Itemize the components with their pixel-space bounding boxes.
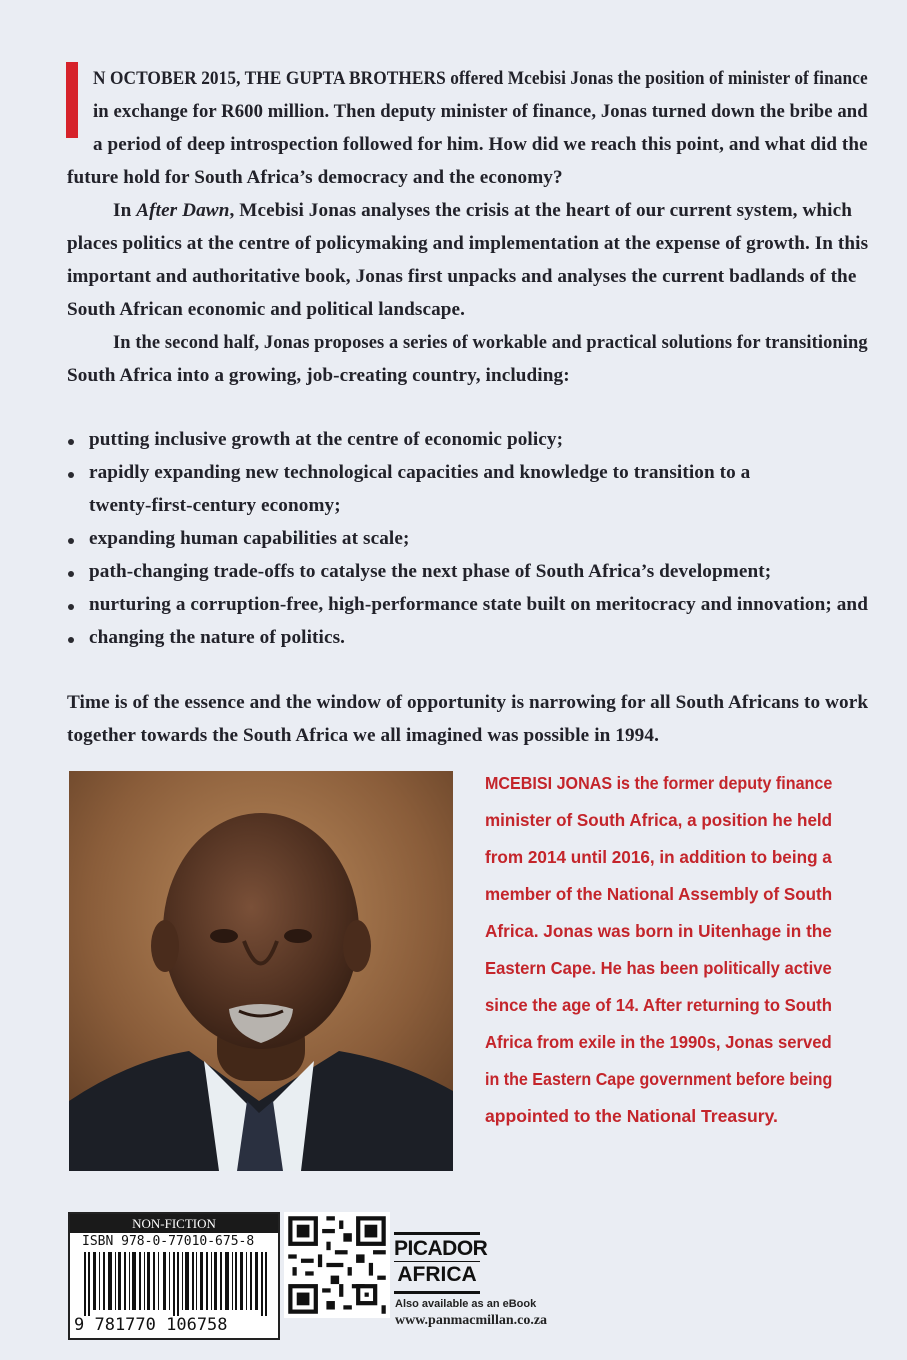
author-bio-line: in the Eastern Cape government before being	[485, 1069, 833, 1089]
blurb-p1-line: in exchange for R600 million. Then deputy minister of finance, Jonas turned down the bribe and	[93, 101, 868, 122]
blurb-p2-line: important and authoritative book, Jonas first unpacks and analyses the current badlands of the	[67, 266, 857, 287]
author-bio-line: since the age of 14. After returning to South	[485, 995, 832, 1015]
bullet-icon	[68, 439, 74, 445]
bullet-item: path-changing trade-offs to catalyse the next phase of South Africa’s development;	[89, 561, 772, 582]
author-bio-line: MCEBISI JONAS is the former deputy finance	[485, 773, 833, 793]
blurb-p2-first-rest: , Mcebisi Jonas analyses the crisis at the heart of our current system, which	[229, 200, 853, 221]
author-bio-line: Africa from exile in the 1990s, Jonas served	[485, 1032, 832, 1052]
author-bio-line: appointed to the National Treasury.	[485, 1106, 778, 1126]
publisher-website-link[interactable]: www.panmacmillan.co.za	[395, 1313, 548, 1328]
closing-line: together towards the South Africa we all imagined was possible in 1994.	[67, 725, 659, 746]
barcode-panel	[68, 1212, 280, 1340]
blurb-p1-line: a period of deep introspection followed for him. How did we reach this point, and what did the	[93, 134, 868, 155]
blurb-p2-first-line	[113, 200, 852, 222]
bullet-item: rapidly expanding new technological capacities and knowledge to transition to a	[89, 462, 751, 483]
publisher-logo-line2: AFRICA	[394, 1261, 480, 1287]
blurb-p1-line: future hold for South Africa’s democracy and the economy?	[67, 167, 563, 188]
blurb-p1-line: N OCTOBER 2015, THE GUPTA BROTHERS offered Mcebisi Jonas the position of minister of finance	[93, 68, 868, 89]
book-title-italic: After Dawn	[136, 200, 230, 221]
qr-code-graphic	[284, 1212, 390, 1318]
barcode-bars	[80, 1252, 270, 1316]
author-bio-line: Eastern Cape. He has been politically active	[485, 958, 832, 978]
bullet-icon	[68, 637, 74, 643]
publisher-logo-line1: PICADOR	[394, 1237, 488, 1260]
author-bio-line: member of the National Assembly of South	[485, 884, 833, 904]
blurb-p2-lead: In	[113, 200, 137, 221]
bullet-item-continuation: twenty-first-century economy;	[89, 495, 341, 516]
isbn-number: ISBN 978-0-77010-675-8	[82, 1234, 255, 1249]
blurb-p3-line: South Africa into a growing, job-creating country, including:	[67, 365, 570, 386]
bullet-icon	[68, 538, 74, 544]
author-bio-line: minister of South Africa, a position he held	[485, 810, 833, 830]
blurb-p2-line: South African economic and political landscape.	[67, 299, 466, 320]
blurb-p3-line: In the second half, Jonas proposes a series of workable and practical solutions for transitioning	[113, 332, 868, 353]
author-photo	[69, 771, 453, 1171]
bullet-item: putting inclusive growth at the centre of economic policy;	[89, 429, 564, 450]
drop-cap-bar	[66, 62, 78, 138]
ean-digits: 9 781770 106758	[74, 1315, 228, 1335]
blurb-p2-line: places politics at the centre of policymaking and implementation at the expense of growth. In this	[67, 233, 869, 254]
author-portrait-illustration	[69, 771, 453, 1171]
bullet-item: nurturing a corruption-free, high-performance state built on meritocracy and innovation; and	[89, 594, 868, 615]
bullet-item: changing the nature of politics.	[89, 627, 346, 648]
bullet-icon	[68, 472, 74, 478]
ebook-note: Also available as an eBook	[395, 1298, 537, 1310]
qr-code-icon[interactable]	[284, 1212, 390, 1318]
category-label: NON-FICTION	[70, 1214, 278, 1233]
bullet-item: expanding human capabilities at scale;	[89, 528, 410, 549]
closing-line: Time is of the essence and the window of opportunity is narrowing for all South Africans to work	[67, 692, 869, 713]
bullet-icon	[68, 571, 74, 577]
publisher-logo	[394, 1232, 488, 1294]
author-bio-line: Africa. Jonas was born in Uitenhage in the	[485, 921, 832, 941]
author-bio-line: from 2014 until 2016, in addition to being a	[485, 847, 832, 867]
bullet-icon	[68, 604, 74, 610]
